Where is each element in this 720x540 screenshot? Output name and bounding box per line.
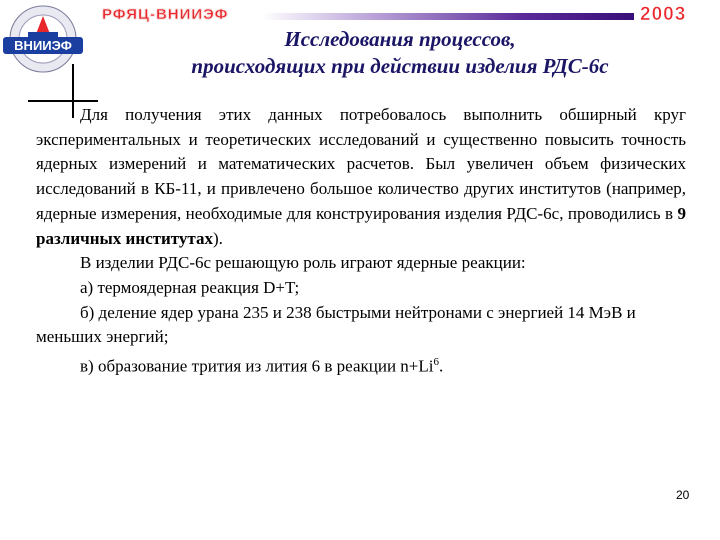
list-item-c-text: в) образование трития из лития 6 в реакции n+Li	[80, 356, 434, 376]
paragraph-1-bold: 9 различных институтах	[36, 203, 686, 248]
list-item-c	[36, 350, 686, 379]
list-item-c-sup: 6	[433, 356, 439, 369]
list-item-b: б) деление ядер урана 235 и 238 быстрыми нейтронами с энергией 14 МэВ и меньших энергий;	[36, 302, 636, 347]
title-line-1: Исследования процессов,	[284, 27, 516, 51]
svg-text:ВНИИЭФ: ВНИИЭФ	[14, 38, 72, 53]
list-item-a: а) термоядерная реакция D+T;	[80, 277, 300, 297]
title-line-2: происходящих при действии изделия РДС-6с	[191, 54, 609, 78]
list-item-c-end: .	[438, 356, 444, 376]
slide-body	[36, 103, 686, 379]
slide-title	[120, 26, 680, 80]
paragraph-1	[36, 103, 686, 251]
paragraph-1-text: Для получения этих данных потребовалось выполнить обширный круг экспериментальных и теоретических исследований и существенно повысить точность ядерных измерений и математических расчетов. Был увеличен объем физических исследований в КБ-11, и привлечено большое количество других институтов (например, ядерные измерения, необходимые для конструирования изделия РДС-6с, проводились в	[36, 105, 686, 223]
paragraph-1-end: ).	[213, 228, 223, 248]
organization-name: РФЯЦ-ВНИИЭФ	[102, 6, 229, 23]
year-label: 2003	[640, 4, 687, 25]
page-number: 20	[676, 488, 690, 502]
horizontal-rule	[28, 100, 98, 102]
paragraph-2: В изделии РДС-6с решающую роль играют ядерные реакции:	[80, 253, 526, 273]
header-gradient-bar	[262, 13, 634, 20]
